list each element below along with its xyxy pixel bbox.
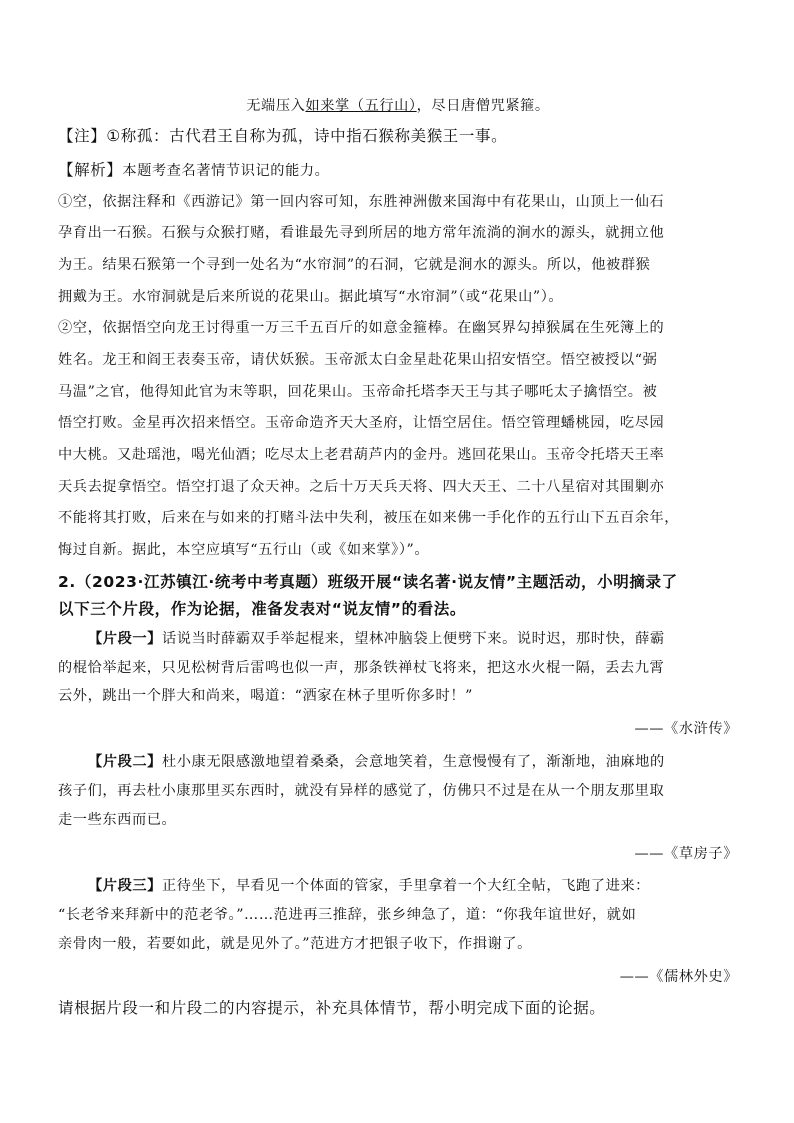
- analysis-label: 【解析】: [58, 161, 123, 179]
- question-line-1: [58, 572, 738, 592]
- fragment-line: 孩子们，再去杜小康那里买东西时，就没有异样的感觉了，仿佛只不过是在从一个朋友那里取: [58, 783, 665, 799]
- fragment-3-source: ——《儒林外史》: [619, 969, 738, 985]
- poem-prefix: 无端压入: [246, 98, 306, 114]
- fragment-3-line: [58, 876, 738, 896]
- fragment-2-source: ——《草房子》: [634, 846, 738, 862]
- question-number: 2.: [58, 573, 76, 591]
- analysis-line: ①空，依据注释和《西游记》第一回内容可知，东胜神洲傲来国海中有花果山，山顶上一仙石: [58, 194, 665, 210]
- note-text: ①称孤：古代君王自称为孤，诗中指石猴称美猴王一事。: [106, 127, 508, 145]
- fragment-line: 的棍恰举起来，只见松树背后雷鸣也似一声，那条铁禅杖飞将来，把这水火棍一隔，丢去九霄: [58, 660, 665, 676]
- question-text: 班级开展“读名著·说友情”主题活动，小明摘录了: [327, 573, 678, 591]
- poem-underlined-answer: 如来掌（五行山）: [305, 98, 417, 114]
- fragment-line: 走一些东西而已。: [58, 812, 177, 828]
- fragment-line: 亲骨肉一般，若要如此，就是见外了。”范进方才把银子收下，作揖谢了。: [58, 936, 532, 952]
- analysis-line: 不能将其打败，后来在与如来的打赌斗法中失利，被压在如来佛一手化作的五行山下五百余年，: [58, 510, 680, 526]
- question-source: （2023·江苏镇江·统考中考真题）: [75, 573, 328, 591]
- analysis-line: 悟空打败。金星再次招来悟空。玉帝命造齐天大圣府，让悟空居住。悟空管理蟠桃园，吃尽园: [58, 415, 665, 431]
- fragment-line: 云外，跳出一个胖大和尚来，喝道：“洒家在林子里听你多时！”: [58, 688, 473, 704]
- analysis-line: 天兵去捉拿悟空。悟空打退了众天神。之后十万天兵天将、四大天王、二十八星宿对其围剿亦: [58, 479, 665, 495]
- note-line: [58, 126, 738, 146]
- poem-suffix: ，尽日唐僧咒紧箍。: [416, 98, 550, 114]
- analysis-line: 姓名。龙王和阎王表奏玉帝，请伏妖猴。玉帝派太白金星赴花果山招安悟空。悟空被授以“弼: [58, 352, 658, 368]
- fragment-3-label: 【片段三】: [88, 878, 162, 894]
- fragment-3-text: 正待坐下，早看见一个体面的管家，手里拿着一个大红全帖，飞跑了进来：: [161, 878, 650, 894]
- fragment-2-text: 杜小康无限感激地望着桑桑，会意地笑着，生意慢慢有了，渐渐地，油麻地的: [161, 754, 665, 770]
- analysis-line: 孕育出一石猴。石猴与众猴打赌，看谁最先寻到所居的地方常年流淌的涧水的源头，就拥立他: [58, 225, 665, 241]
- analysis-line: 拥戴为王。水帘洞就是后来所说的花果山。据此填写“水帘洞”（或“花果山”）。: [58, 289, 564, 305]
- analysis-line: 悔过自新。据此，本空应填写“五行山（或《如来掌》）”。: [58, 542, 430, 558]
- fragment-2-line: [58, 752, 738, 772]
- fragment-1-label: 【片段一】: [88, 631, 162, 647]
- fragment-line: “长老爷来拜新中的范老爷。”……范进再三推辞，张乡绅急了，道：“你我年谊世好，就如: [58, 907, 637, 923]
- fragment-2-label: 【片段二】: [88, 754, 162, 770]
- analysis-line: 马温”之官，他得知此官为末等职，回花果山。玉帝命托塔李天王与其子哪吒太子擒悟空。被: [58, 384, 658, 400]
- analysis-heading: [58, 160, 738, 181]
- instruction-line: 请根据片段一和片段二的内容提示，补充具体情节，帮小明完成下面的论据。: [58, 999, 606, 1017]
- analysis-line: 为王。结果石猴第一个寻到一处名为“水帘洞”的石洞，它就是涧水的源头。所以，他被群猴: [58, 257, 651, 273]
- fragment-1-text: 话说当时薛霸双手举起棍来，望林冲脑袋上便劈下来。说时迟，那时快，薛霸: [161, 631, 665, 647]
- fragment-1-line: [58, 629, 738, 649]
- poem-line: [58, 96, 738, 116]
- fragment-1-source: ——《水浒传》: [634, 721, 738, 737]
- analysis-line: ②空，依据悟空向龙王讨得重一万三千五百斤的如意金箍棒。在幽冥界勾掉猴属在生死簿上的: [58, 320, 665, 336]
- note-label: 【注】: [58, 127, 107, 145]
- analysis-line: 中大桃。又赴瑶池，喝光仙酒；吃尽太上老君葫芦内的金丹。逃回花果山。玉帝令托塔天王率: [58, 447, 665, 463]
- analysis-intro: 本题考查名著情节识记的能力。: [122, 163, 330, 179]
- question-line-2: 以下三个片段，作为论据，准备发表对“说友情”的看法。: [58, 600, 466, 618]
